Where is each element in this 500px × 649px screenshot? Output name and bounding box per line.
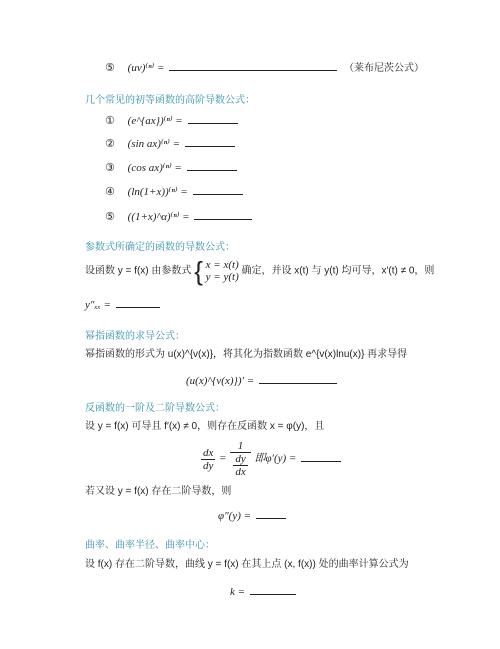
answer-blank [193, 186, 243, 195]
power-exponential-result-line [186, 374, 337, 389]
answer-blank [194, 211, 252, 220]
left-brace: { [194, 256, 203, 286]
formula-item [105, 137, 235, 152]
answer-blank [301, 453, 341, 462]
phi-prime-expr: 即φ′(y) = [254, 452, 297, 465]
parametric-text-b: 确定，并设 x(t) 与 y(t) 均可导，x′(t) ≠ 0，则 [241, 265, 435, 277]
section-heading-higher-derivatives: 几个常见的初等函数的高阶导数公式： [85, 95, 255, 106]
item-number: ③ [105, 161, 115, 174]
formula-item [105, 114, 238, 129]
fraction-numerator: dx [203, 446, 214, 459]
answer-blank [188, 115, 238, 124]
inverse-second-derivative-text: 若又设 y = f(x) 存在二阶导数，则 [85, 486, 232, 497]
inverse-second-derivative-line [218, 509, 286, 524]
equals-sign: = [219, 452, 227, 465]
inverse-function-text: 设 y = f(x) 可导且 f′(x) ≠ 0，则存在反函数 x = φ(y)，且 [85, 421, 325, 432]
formula-expression: (cos ax)⁽ⁿ⁾ = [127, 162, 182, 174]
curvature-result-line [230, 585, 296, 600]
fraction-dx-dy [201, 447, 215, 472]
nested-fraction [233, 453, 247, 478]
formula-expression: (e^{ax})⁽ⁿ⁾ = [127, 115, 183, 127]
parametric-definition-line [85, 258, 434, 284]
answer-blank [169, 62, 337, 71]
section-heading-curvature: 曲率、曲率半径、曲率中心： [85, 540, 215, 551]
formula-note: （莱布尼茨公式） [343, 63, 424, 74]
section-heading-power-exponential: 幂指函数的求导公式： [85, 331, 185, 342]
formula-expression: (ln(1+x))⁽ⁿ⁾ = [127, 186, 188, 198]
answer-blank [116, 299, 160, 308]
power-exponential-text: 幂指函数的形式为 u(x)^{v(x)}，将其化为指数函数 e^{v(x)lnu(x)} 再求导得 [85, 349, 408, 360]
parametric-cases [206, 259, 239, 283]
parametric-result-line [85, 298, 160, 313]
case-y: y = y(t) [205, 271, 239, 283]
answer-blank [259, 375, 337, 384]
curvature-text: 设 f(x) 存在二阶导数，曲线 y = f(x) 在其上点 (x, f(x)) 处的曲率计算公式为 [85, 559, 409, 570]
section-heading-inverse-function: 反函数的一阶及二阶导数公式： [85, 403, 225, 414]
second-derivative-expr: y″ₓₓ = [85, 299, 111, 311]
inverse-derivative-formula [200, 440, 341, 478]
answer-blank [250, 586, 296, 595]
formula-expression: ((1+x)^α)⁽ⁿ⁾ = [127, 211, 190, 223]
fraction-numerator: 1 [230, 440, 250, 453]
fraction-numerator: dy [235, 453, 246, 465]
item-number: ② [105, 137, 115, 150]
answer-blank [256, 510, 286, 519]
answer-blank [187, 162, 237, 171]
formula-expression: (sin ax)⁽ⁿ⁾ = [127, 138, 180, 150]
formula-expression: (uv)⁽ⁿ⁾ = [127, 62, 165, 74]
case-x: x = x(t) [205, 259, 239, 271]
fraction-denominator: dx [235, 466, 246, 478]
item-number: ⑤ [105, 210, 115, 223]
item-number: ① [105, 114, 115, 127]
section-heading-parametric: 参数式所确定的函数的导数公式： [85, 242, 235, 253]
parametric-text-a: 设函数 y = f(x) 由参数式 [85, 265, 192, 277]
item-number: ⑤ [105, 61, 115, 74]
phi-double-prime-expr: φ″(y) = [218, 510, 252, 522]
curvature-expr: k = [230, 586, 246, 598]
formula-item [105, 185, 243, 200]
leibniz-formula-line [105, 61, 424, 76]
fraction-denominator: dy [203, 459, 214, 472]
formula-item [105, 210, 252, 225]
fraction-denominator [230, 453, 250, 478]
formula-item [105, 161, 237, 176]
fraction-reciprocal [230, 440, 250, 478]
power-exponential-expr: (u(x)^{v(x)})′ = [186, 375, 255, 387]
answer-blank [185, 138, 235, 147]
item-number: ④ [105, 185, 115, 198]
